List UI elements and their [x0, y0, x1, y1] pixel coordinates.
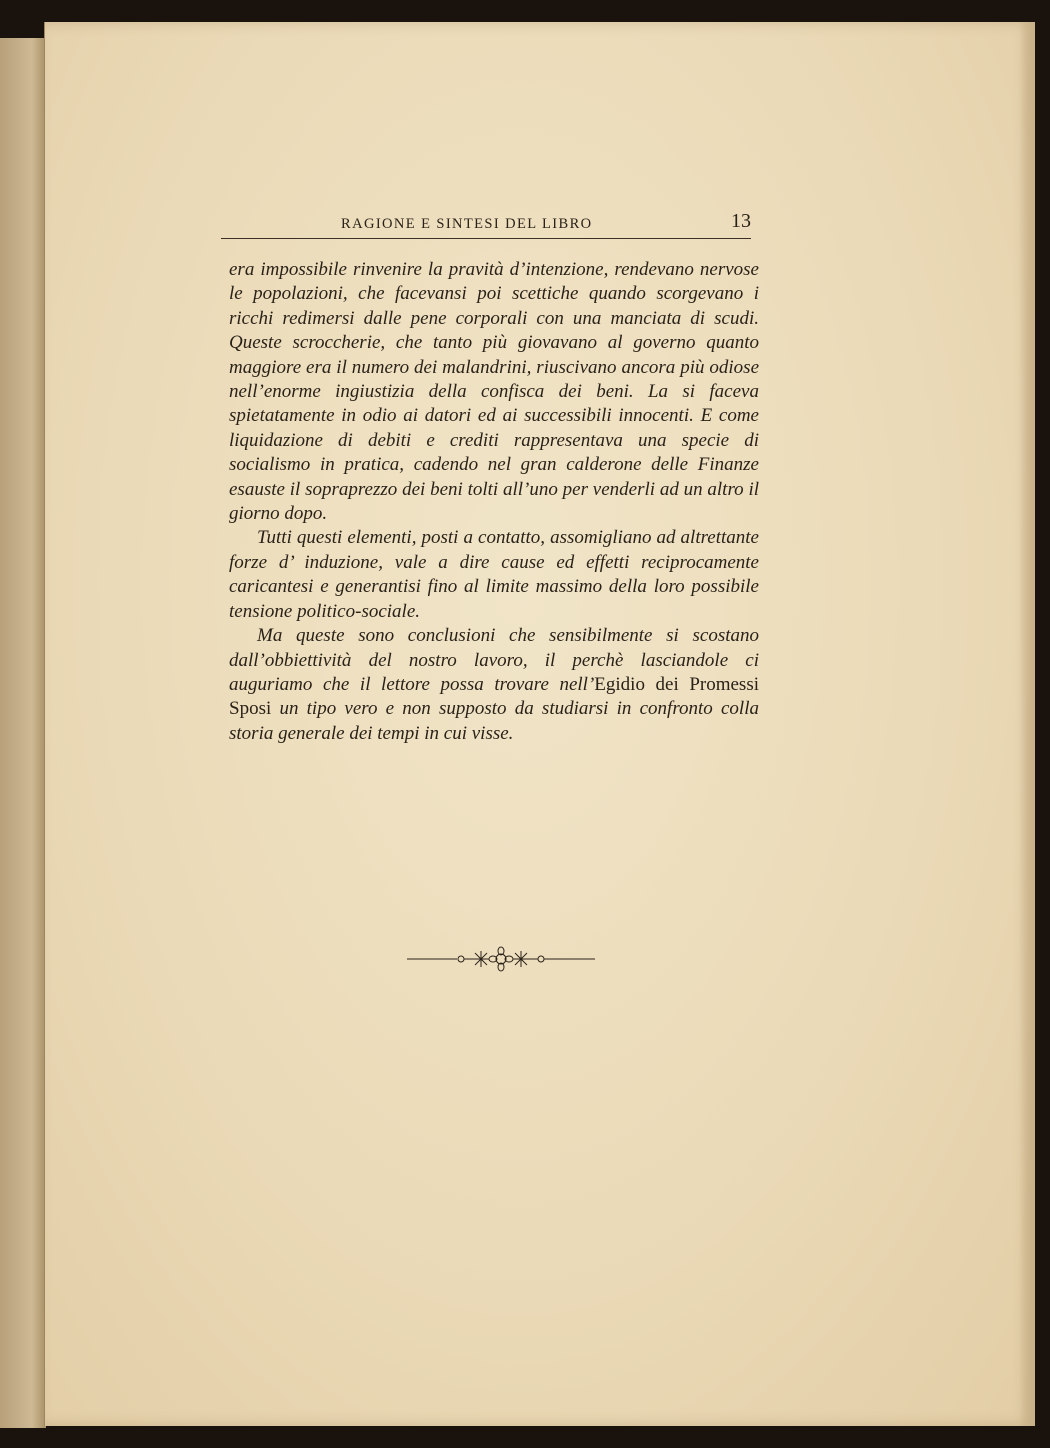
- running-head-title: RAGIONE E SINTESI DEL LIBRO: [341, 216, 593, 232]
- novel-title: Egidio dei Promessi Sposi: [229, 673, 759, 720]
- paragraph-3: [229, 624, 759, 746]
- paragraph-1: era impossibile rinvenire la pravità d’intenzione, rendevano nervose le popolazioni, che facevansi poi scettiche quando scorgevano i ricchi redimersi dalle pene corporali con una manciata di scudi. Queste scroccherie, che tanto più giovavano al governo quanto maggiore era il numero dei malandrini, riuscivano ancora più odiose nell’enorme ingiustizia della confisca dei beni. La si faceva spietatamente in odio ai datori ed ai successibili innocenti. E come liquidazione di debiti e crediti rappresentava una specie di socialismo in pratica, cadendo nel gran calderone delle Finanze esauste il sopraprezzo dei beni tolti all’uno per venderli ad un altro il giorno dopo.: [229, 259, 759, 525]
- page-number: 13: [731, 210, 751, 232]
- page-edge-shadow: [1019, 22, 1035, 1426]
- book-page: [44, 22, 1035, 1426]
- paragraph-3-part-a: Ma queste sono conclusioni che sensibilmente si scostano dall’obbiettività del nostro lavoro, il perchè lasciandole ci auguriamo che il lettore possa trovare nell’: [229, 625, 759, 695]
- facing-page-edge: [0, 38, 46, 1428]
- paragraph-2: Tutti questi elementi, posti a contatto, assomigliano ad altrettante forze d’ induzione, vale a dire cause ed effetti reciprocamente caricantesi e generantisi fino al limite massimo della loro possibile tensione politico-sociale.: [229, 527, 759, 622]
- body-text: [229, 258, 759, 746]
- paragraph-3-part-c: un tipo vero e non supposto da studiarsi in confronto colla storia generale dei tempi in cui visse.: [229, 698, 759, 744]
- running-head: [221, 208, 751, 239]
- floral-ornament-icon: [405, 946, 597, 972]
